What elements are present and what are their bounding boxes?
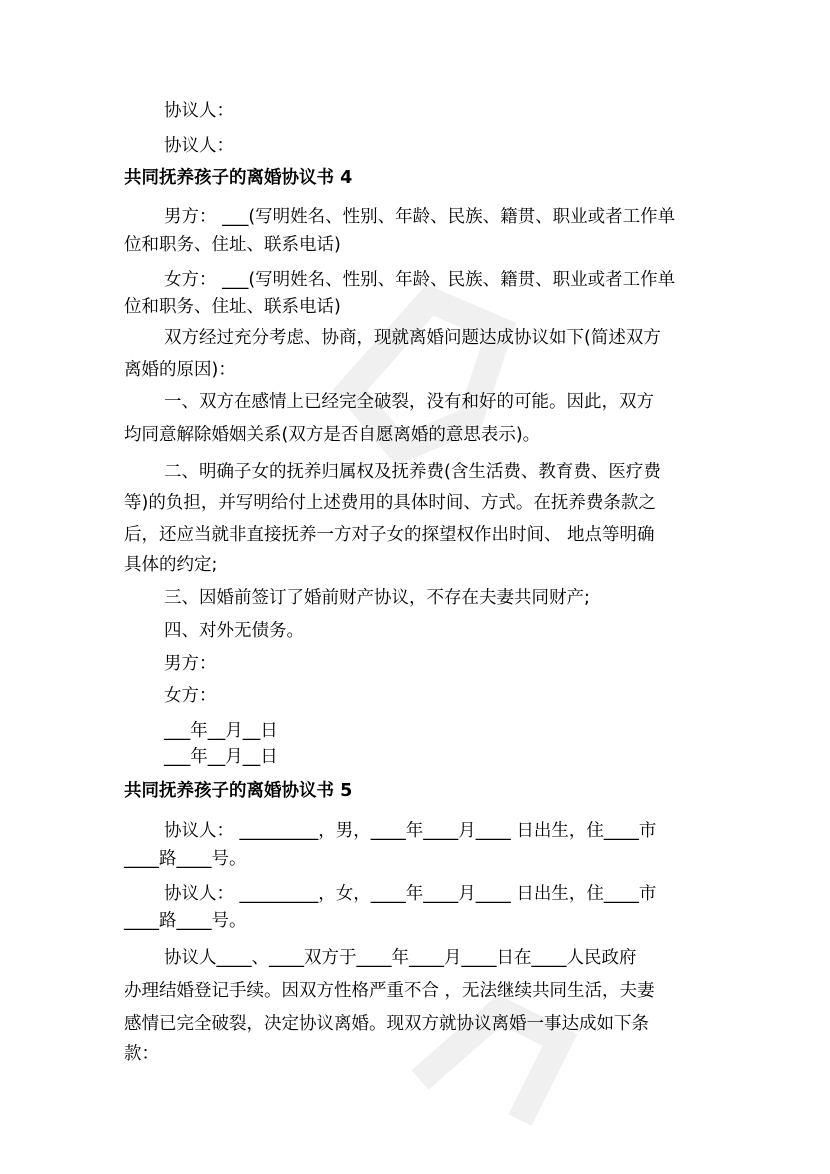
paragraph-line: 男方： ___(写明姓名、性别、年龄、民族、籍贯、职业或者工作单 [164,207,676,227]
paragraph-line: 具体的约定; [124,555,218,575]
paragraph-line: 后，还应当就非直接抚养一方对子女的探望权作出时间、 地点等明确 [124,525,655,545]
paragraph-line: 双方经过充分考虑、协商，现就离婚问题达成协议如下(简述双方 [164,328,661,348]
signatory-label-1: 协议人： [164,101,234,121]
signature-label-male: 男方： [164,654,217,674]
paragraph-line: 协议人： _________，女，____年____月____ 日出生，住____市 [164,884,657,904]
paragraph-line: 三、因婚前签订了婚前财产协议，不存在夫妻共同财产; [164,588,590,608]
paragraph-line: 办理结婚登记手续。因双方性格严重不合 ，无法继续共同生活，夫妻 [124,981,655,1001]
signatory-label-2: 协议人： [164,136,234,156]
paragraph-line: 协议人： _________，男，____年____月____ 日出生，住____市 [164,821,657,841]
section-heading-4: 共同抚养孩子的离婚协议书 4 [124,168,353,188]
paragraph-line: 离婚的原因)： [124,360,236,380]
date-line: ___年__月__日 [164,721,278,741]
date-line: ___年__月__日 [164,747,278,767]
paragraph-line: 均同意解除婚姻关系(双方是否自愿离婚的意思表示)。 [124,425,541,445]
paragraph-line: 位和职务、住址、联系电话) [124,297,341,317]
paragraph-line: 二、明确子女的抚养归属权及抚养费(含生活费、教育费、医疗费 [164,462,661,482]
signature-label-female: 女方： [164,686,217,706]
paragraph-line: ____路____号。 [124,849,247,869]
paragraph-line: 女方： ___(写明姓名、性别、年龄、民族、籍贯、职业或者工作单 [164,270,676,290]
paragraph-line: 协议人____、____双方于____年____月____日在____人民政府 [164,948,637,968]
paragraph-line: 一、双方在感情上已经完全破裂，没有和好的可能。因此，双方 [164,392,654,412]
paragraph-line: 感情已完全破裂，决定协议离婚。现双方就协议离婚一事达成如下条 [124,1014,649,1034]
paragraph-line: 等)的负担，并写明给付上述费用的具体时间、方式。在抚养费条款之 [124,493,656,513]
paragraph-line: 款： [124,1044,159,1064]
paragraph-line: ____路____号。 [124,911,247,931]
paragraph-line: 四、对外无债务。 [164,621,304,641]
paragraph-line: 位和职务、住址、联系电话) [124,235,341,255]
section-heading-5: 共同抚养孩子的离婚协议书 5 [124,781,353,801]
